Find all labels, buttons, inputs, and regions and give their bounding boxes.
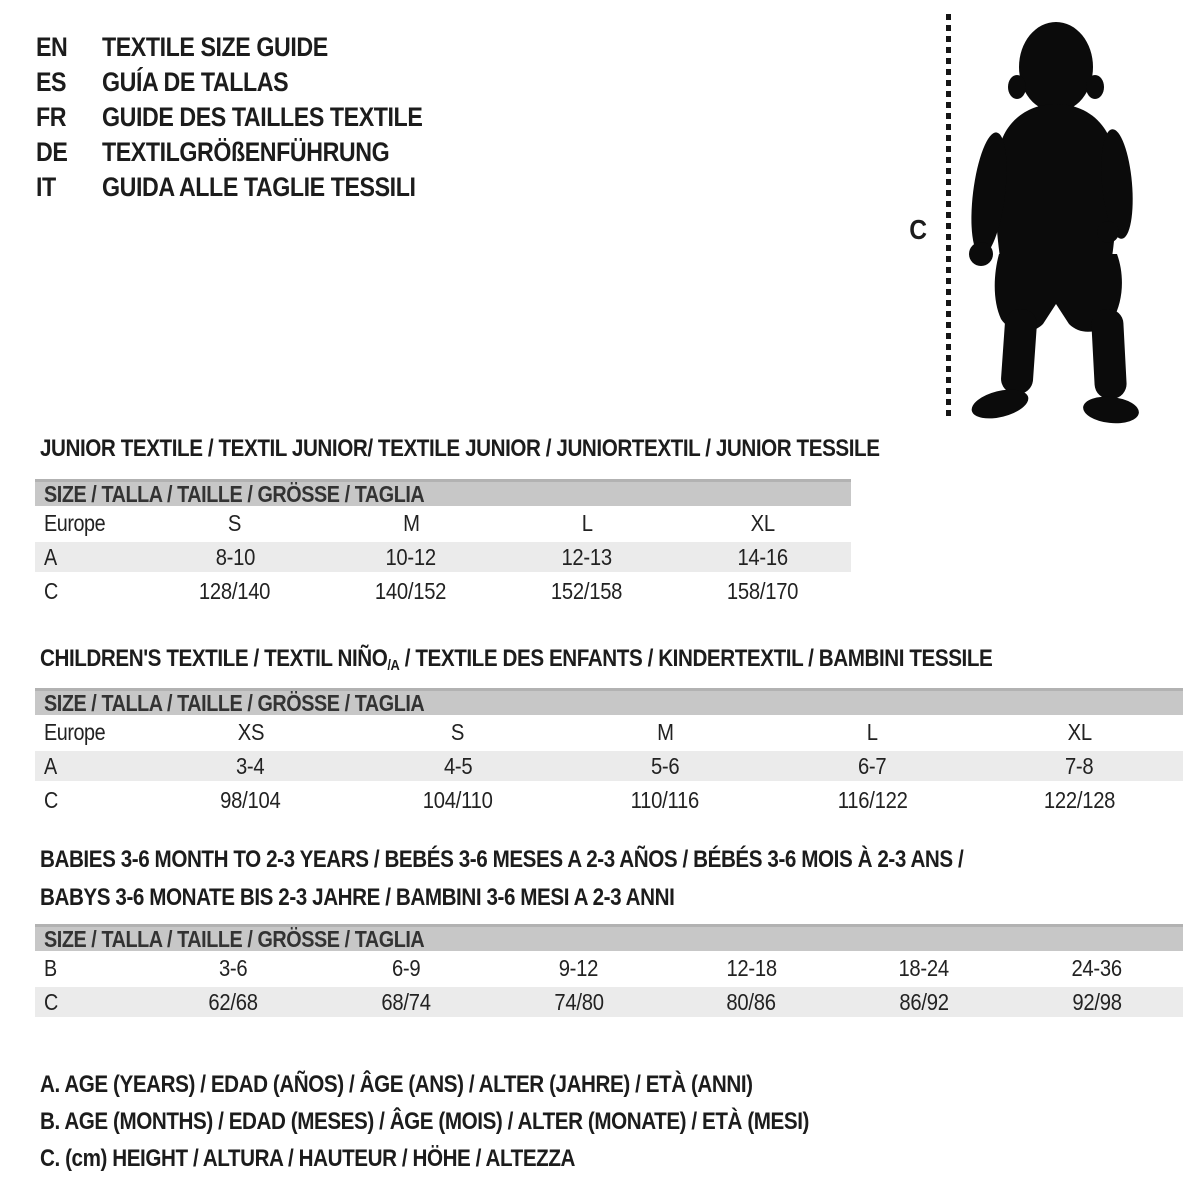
table-row-age [35,749,1183,783]
size-header-band: SIZE / TALLA / TAILLE / GRÖSSE / TAGLIA [35,479,851,506]
babies-section-title: BABIES 3-6 MONTH TO 2-3 YEARS / BEBÉS 3-6 MESES A 2-3 AÑOS / BÉBÉS 3-6 MOIS À 2-3 ANS / BABYS 3-6 MONATE BIS 2-3 JAHRE / BAMBINI 3-6 MESI A 2-3 ANNI [40,846,964,911]
height-cell: 92/98 [1072,988,1122,1015]
age-cell: 3-4 [236,752,265,779]
table-row-europe [35,715,1183,749]
height-cell: 116/122 [837,786,908,813]
size-header-band: SIZE / TALLA / TAILLE / GRÖSSE / TAGLIA [35,688,1183,715]
height-cell: 98/104 [220,786,281,813]
age-cell: 6-7 [857,752,887,779]
size-cell: S [451,718,465,745]
months-cell: 3-6 [219,954,248,981]
row-label: C [44,577,58,604]
height-cell: 158/170 [727,577,799,604]
size-cell: M [656,718,674,745]
months-cell: 6-9 [391,954,421,981]
size-table-babies [35,924,1183,1019]
row-label: Europe [44,509,106,536]
months-cell: 24-36 [1071,954,1122,981]
table-row-age [35,540,851,574]
size-header-band: SIZE / TALLA / TAILLE / GRÖSSE / TAGLIA [35,924,1183,951]
language-label: GUIDA ALLE TAGLIE TESSILI [102,172,416,202]
language-row-en [36,30,475,65]
junior-section-title: JUNIOR TEXTILE / TEXTIL JUNIOR/ TEXTILE JUNIOR / JUNIORTEXTIL / JUNIOR TESSILE [40,435,880,462]
language-label: TEXTILGRÖßENFÜHRUNG [102,137,390,167]
months-cell: 9-12 [558,954,599,981]
table-row-europe [35,506,851,540]
row-label: C [44,786,58,813]
language-label: TEXTILE SIZE GUIDE [102,32,328,62]
age-cell: 14-16 [737,543,789,570]
table-row-months [35,951,1183,985]
legend-line-b: B. AGE (MONTHS) / EDAD (MESES) / ÂGE (MOIS) / ALTER (MONATE) / ETÀ (MESI) [40,1107,809,1135]
height-cell: 104/110 [422,786,493,813]
age-cell: 4-5 [443,752,473,779]
size-cell: S [228,509,242,536]
size-cell: XL [1067,718,1092,745]
size-cell: XS [237,718,264,745]
table-row-height [35,985,1183,1019]
language-label: GUIDE DES TAILLES TEXTILE [102,102,423,132]
height-cell: 122/128 [1043,786,1116,813]
size-cell: M [402,509,420,536]
language-code: FR [36,102,67,132]
children-section-title: CHILDREN'S TEXTILE / TEXTIL $NIÑO_{/A}$ / TEXTILE DES ENFANTS / KINDERTEXTIL / BAMBINI TESSILE [40,645,993,674]
height-measure-dashed-line [946,14,951,420]
toddler-silhouette [955,14,1155,424]
height-cell: 68/74 [381,988,431,1015]
language-list [36,30,475,205]
language-row-fr [36,100,475,135]
height-cell: 62/68 [208,988,258,1015]
language-code: DE [36,137,68,167]
height-cell: 74/80 [554,988,604,1015]
table-row-height [35,783,1183,817]
age-cell: 7-8 [1065,752,1094,779]
language-code: EN [36,32,68,62]
language-code: IT [36,172,56,202]
height-cell: 128/140 [199,577,271,604]
language-row-it [36,170,475,205]
size-table-junior [35,479,851,608]
size-cell: L [866,718,878,745]
height-cell: 86/92 [899,988,949,1015]
height-cell: 152/158 [551,577,623,604]
height-cell: 140/152 [375,577,447,604]
legend [40,1066,934,1177]
table-row-height [35,574,851,608]
months-cell: 12-18 [726,954,777,981]
age-cell: 5-6 [650,752,680,779]
row-label: A [44,752,57,779]
language-code: ES [36,67,67,97]
height-cell: 80/86 [726,988,777,1015]
language-row-de [36,135,475,170]
age-cell: 12-13 [561,543,613,570]
row-label: A [44,543,57,570]
nino-a-subscript: /A [387,657,400,674]
height-cell: 110/116 [630,786,700,813]
language-row-es [36,65,475,100]
legend-line-c: C. (cm) HEIGHT / ALTURA / HAUTEUR / HÖHE / ALTEZZA [40,1144,576,1172]
row-label: C [44,988,58,1015]
size-cell: L [581,509,593,536]
legend-line-a: A. AGE (YEARS) / EDAD (AÑOS) / ÂGE (ANS) / ALTER (JAHRE) / ETÀ (ANNI) [40,1070,753,1098]
size-cell: XL [750,509,776,536]
age-cell: 10-12 [385,543,437,570]
row-label: Europe [44,718,106,745]
language-label: GUÍA DE TALLAS [102,67,289,97]
months-cell: 18-24 [898,954,950,981]
size-table-children [35,688,1183,817]
measure-label-c: C [909,214,927,245]
row-label: B [44,954,57,981]
age-cell: 8-10 [215,543,255,570]
